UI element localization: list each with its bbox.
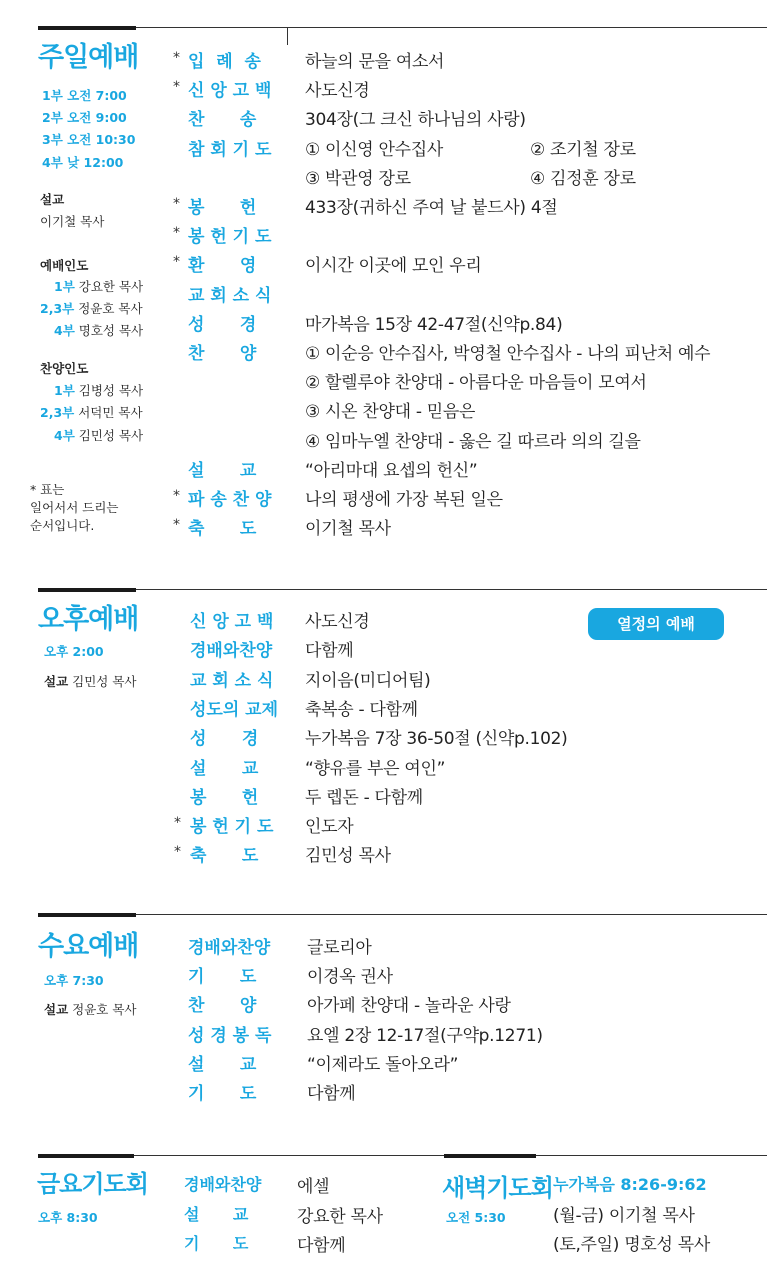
order-value: 요엘 2장 12-17절(구약p.1271) [307,1025,543,1046]
praise-row: 4부 김민성 목사 [54,428,144,443]
order-value: 마가복음 15장 42-47절(신약p.84) [305,314,563,335]
order-value: “아리마대 요셉의 헌신” [305,460,478,481]
order-value: 사도신경 [305,81,370,102]
section-title: 수요예배 [38,931,139,962]
service-time: 오후 2:00 [44,644,104,659]
order-label: 성 경 봉 독 [188,1025,272,1046]
section-title: 금요기도회 [37,1170,148,1198]
order-value: 강요한 목사 [297,1206,383,1227]
divider [136,27,767,28]
order-value: ① 이순응 안수집사, 박영철 안수집사 - 나의 피난처 예수 [305,344,711,364]
service-time: 1부 오전 7:00 [42,88,127,103]
order-value: 다함께 [307,1084,356,1104]
order-label: 경배와찬양 [188,938,271,958]
section-top-bar [38,588,136,592]
order-label: 환 영 [188,256,257,277]
order-label: 교 회 소 식 [188,285,272,306]
order-label: 축 도 [190,846,259,867]
order-label: 성 경 [188,314,257,335]
order-value: ② 할렐루야 찬양대 - 아름다운 마음들이 모여서 [305,373,647,394]
order-label: 교 회 소 식 [190,670,274,691]
service-time: 3부 오전 10:30 [42,132,136,147]
divider-tick [287,27,288,45]
order-value: “향유를 부은 여인” [305,758,446,779]
section-title: 새벽기도회 [442,1174,553,1202]
standing-mark: * [173,50,180,66]
order-value: 하늘의 문을 여소서 [305,52,445,72]
order-value: ③ 시온 찬양대 - 믿음은 [305,402,476,423]
order-label: 성도의 교제 [190,699,279,720]
service-time: 오후 7:30 [44,973,104,988]
order-label: 신 앙 고 백 [188,81,272,102]
order-value: 누가복음 7장 36-50절 (신약p.102) [305,729,568,750]
order-value: 사도신경 [305,612,370,632]
standing-note: 순서입니다. [30,518,95,533]
lead-row: 4부 명호성 목사 [54,323,144,338]
standing-mark: * [173,254,180,271]
service-time: 4부 낮 12:00 [42,155,124,170]
order-label: 설 교 [184,1204,249,1224]
order-label: 성 경 [190,729,259,750]
order-label: 경배와찬양 [190,641,273,662]
standing-mark: * [173,225,180,242]
order-value: ② 조기철 장로 [530,139,636,160]
divider [136,914,767,915]
order-value: 축복송 - 다함께 [305,699,418,720]
order-label: 파 송 찬 양 [188,490,272,510]
order-label: 찬 양 [188,344,257,364]
order-label: 봉 헌 기 도 [188,227,272,248]
section-top-bar [444,1154,536,1158]
order-label: 기 도 [188,967,257,988]
order-label: 경배와찬양 [184,1175,262,1194]
section-top-bar [38,26,136,30]
order-label: 입 례 송 [188,52,261,72]
standing-mark: * [173,517,180,534]
order-value: 글로리아 [307,938,372,958]
order-value: 다함께 [297,1236,346,1256]
order-value: 433장(귀하신 주여 날 붙드사) 4절 [305,198,558,218]
order-value: 나의 평생에 가장 복된 일은 [305,490,503,510]
sermon-preacher: 설교 김민성 목사 [44,674,137,689]
lead-row: 2,3부 정윤호 목사 [40,301,143,316]
divider [536,1155,767,1156]
order-value: 두 렙돈 - 다함께 [305,787,423,808]
order-value: 지이음(미디어팀) [305,670,431,691]
sermon-heading: 설교 [40,192,65,207]
order-label: 설 교 [188,1054,257,1075]
section-title: 오후예배 [38,604,139,635]
service-time: 오전 5:30 [446,1210,506,1225]
praise-row: 1부 김병성 목사 [54,383,144,398]
lead-row: 1부 강요한 목사 [54,279,144,294]
order-value: 다함께 [305,641,354,662]
order-value: ④ 임마누엘 찬양대 - 옳은 길 따르라 의의 길을 [305,431,641,452]
section-top-bar [38,913,136,917]
standing-mark: * [174,815,181,832]
order-label: 축 도 [188,519,257,540]
standing-note: * 표는 [30,482,65,497]
order-value: 아가페 찬양대 - 놀라운 사랑 [307,996,511,1017]
order-label: 설 교 [188,460,257,481]
sermon-preacher: 이기철 목사 [40,214,105,229]
section-title: 주일예배 [38,42,139,73]
order-label: 찬 양 [188,996,257,1017]
order-value: 에셀 [297,1177,330,1197]
service-time: 오후 8:30 [38,1210,98,1225]
standing-mark: * [174,844,181,861]
standing-mark: * [173,488,180,504]
order-value: 이시간 이곳에 모인 우리 [305,256,482,277]
order-label: 기 도 [188,1084,257,1104]
order-value: “이제라도 돌아오라” [307,1054,459,1075]
divider [136,589,767,590]
section-top-bar [38,1154,134,1158]
order-label: 찬 송 [188,110,257,131]
praise-heading: 찬양인도 [40,361,89,376]
order-value: ① 이신영 안수집사 [305,139,444,160]
order-label: 참 회 기 도 [188,139,272,160]
service-time: 2부 오전 9:00 [42,110,127,125]
dawn-leader: (토,주일) 명호성 목사 [553,1235,710,1255]
order-value: 이기철 목사 [305,519,391,540]
order-value: ③ 박관영 장로 [305,168,411,189]
divider [134,1155,444,1156]
order-value: 이경옥 권사 [307,967,393,988]
sermon-preacher: 설교 정윤호 목사 [44,1002,137,1017]
order-label: 봉 헌 기 도 [190,817,274,838]
order-value: ④ 김정훈 장로 [530,168,636,189]
order-label: 기 도 [184,1234,249,1253]
standing-note: 일어서서 드리는 [30,500,119,515]
standing-mark: * [173,196,180,212]
standing-mark: * [173,79,180,96]
praise-row: 2,3부 서덕민 목사 [40,405,143,420]
order-label: 봉 헌 [188,198,257,218]
worship-badge: 열정의 예배 [588,608,724,640]
order-label: 신 앙 고 백 [190,612,274,632]
order-value: 304장(그 크신 하나님의 사랑) [305,110,526,131]
lead-heading: 예배인도 [40,258,89,273]
order-label: 봉 헌 [190,787,259,808]
dawn-scripture: 누가복음 8:26-9:62 [553,1175,707,1194]
dawn-leader: (월-금) 이기철 목사 [553,1206,695,1226]
order-value: 인도자 [305,817,354,838]
order-label: 설 교 [190,758,259,779]
order-value: 김민성 목사 [305,846,391,867]
